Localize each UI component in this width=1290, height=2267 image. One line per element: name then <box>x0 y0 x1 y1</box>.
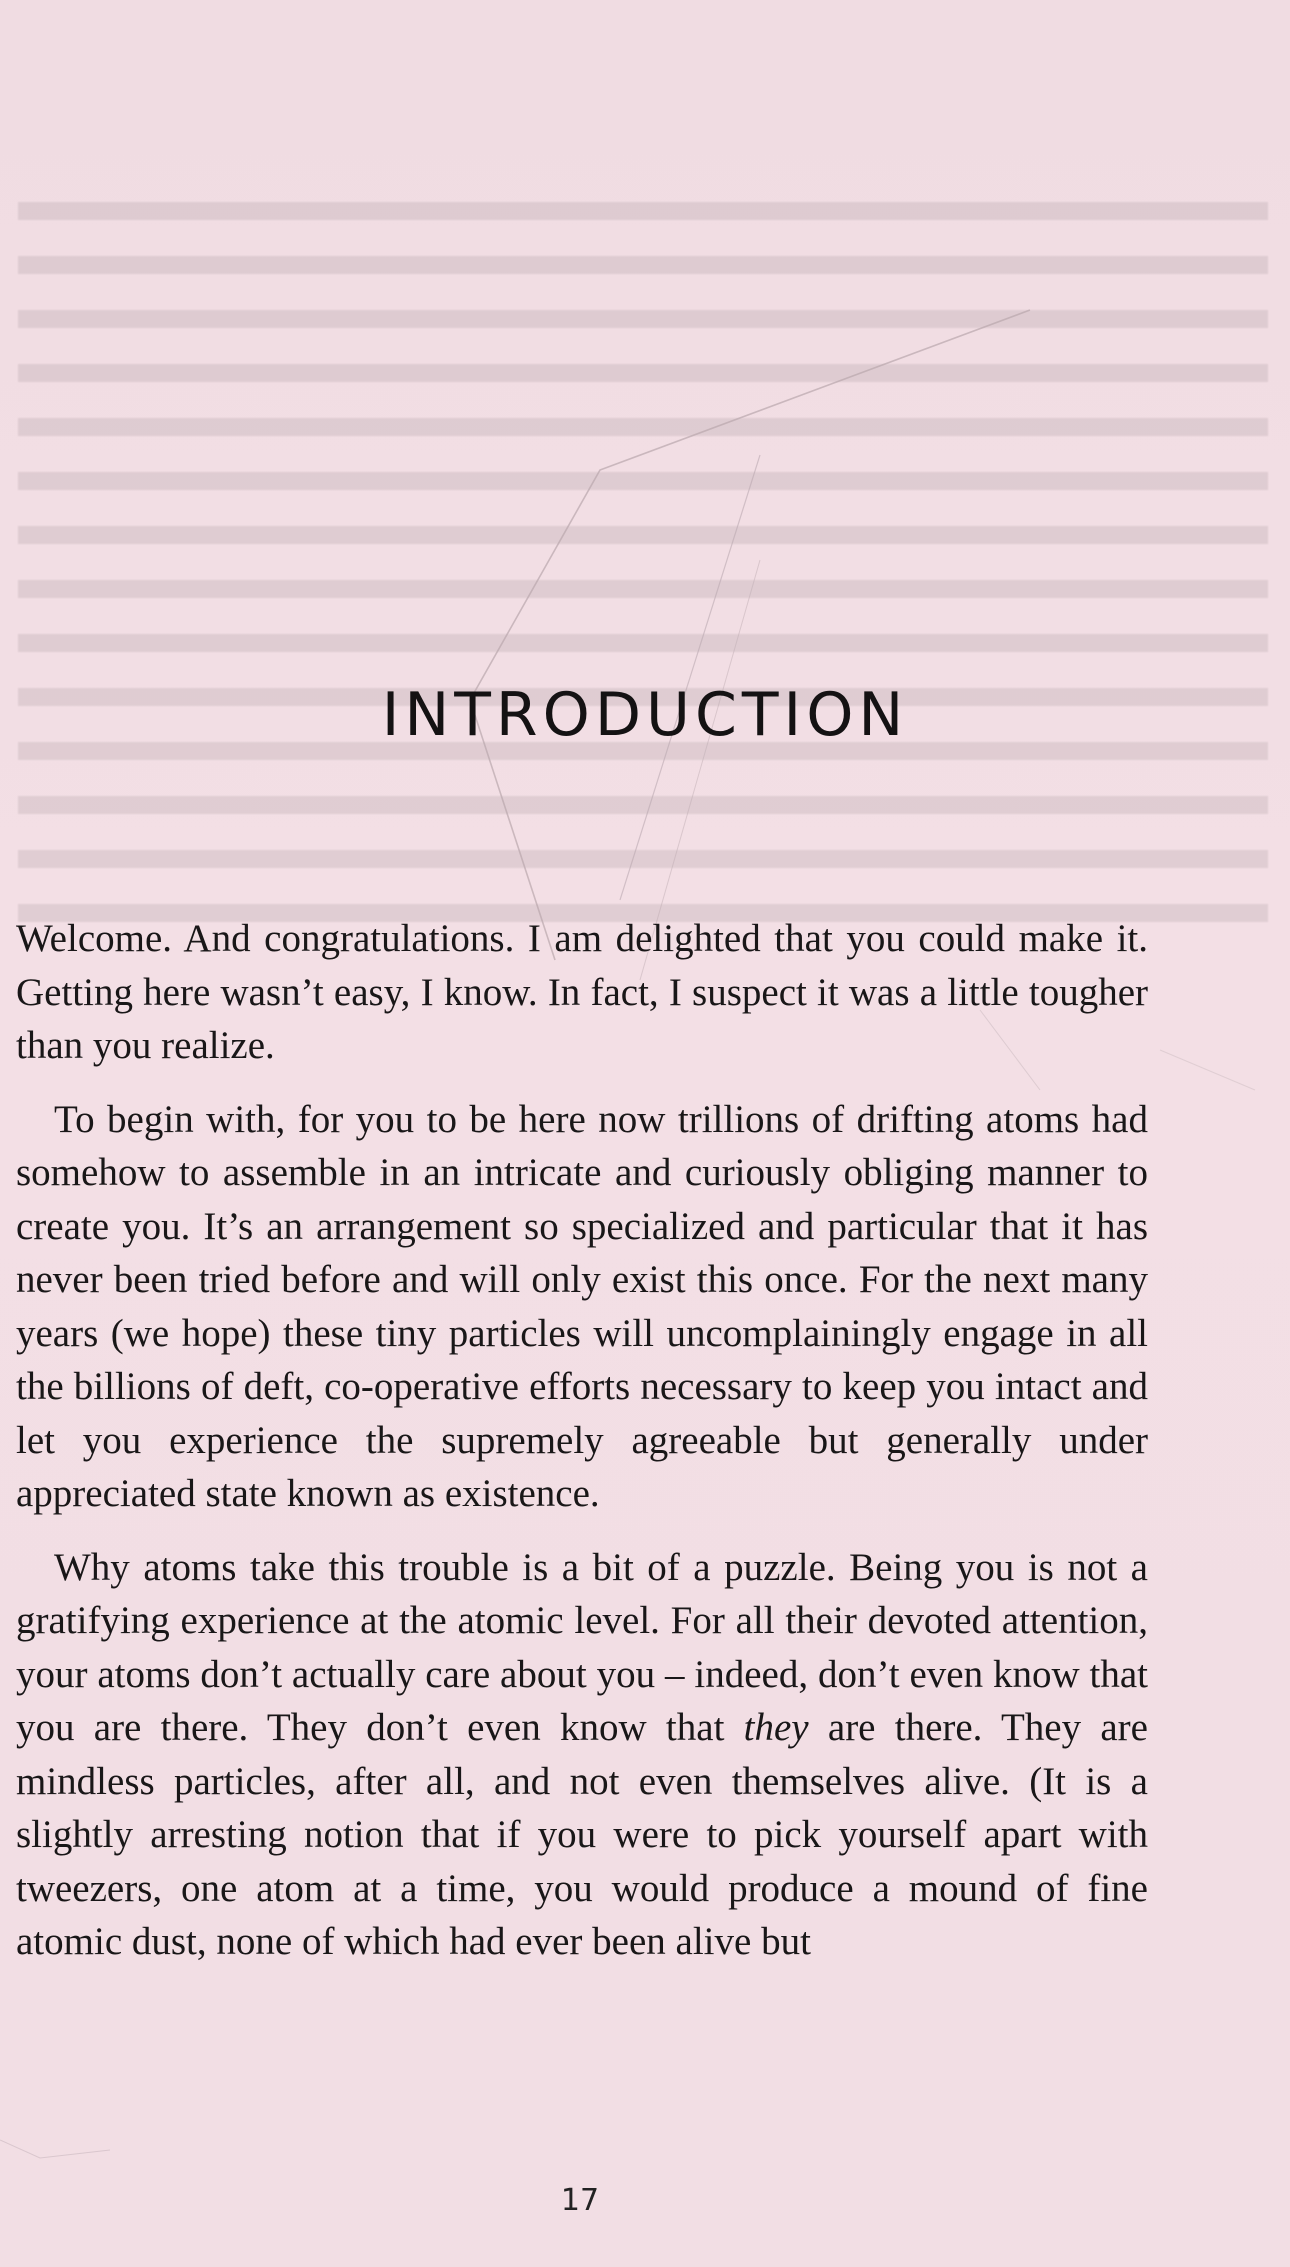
chapter-body <box>16 912 1148 1989</box>
chapter-title: INTRODUCTION <box>381 680 909 750</box>
emphasized-word: they <box>743 1706 809 1749</box>
page-number: 17 <box>560 2183 600 2218</box>
paragraph-text: Why atoms take this trouble is a bit of a puzzle. Being you is not a gratifying experience at the atomic level. For all their devoted attention, your atoms don’t actually care about you – indeed, don’t even know that you are there. They don’t even know that <box>16 1545 1148 1749</box>
paragraph-text: are there. They are mindless particles, after all, and not even themselves alive. (It is a slightly arresting notion that if you were to pick yourself apart with tweezers, one atom at a time, you would produce a mound of fine atomic dust, none of which had ever been alive but <box>16 1706 1148 1963</box>
paragraph: Welcome. And congratulations. I am delighted that you could make it. Getting here wasn’t easy, I know. In fact, I suspect it was a little tougher than you realize. <box>16 917 1148 1067</box>
paragraph <box>16 1541 1148 1969</box>
show-through-texture <box>18 180 1268 940</box>
paragraph: To begin with, for you to be here now trillions of drifting atoms had somehow to assemble in an intricate and curiously obliging manner to create you. It’s an arrangement so specialized and particular that it has never been tried before and will only exist this once. For the next many years (we hope) these tiny particles will uncomplainingly engage in all the billions of deft, co-operative efforts necessary to keep you intact and let you experience the supremely agreeable but generally under appreciated state known as existence. <box>16 1097 1148 1515</box>
show-through-heading <box>0 108 1290 142</box>
